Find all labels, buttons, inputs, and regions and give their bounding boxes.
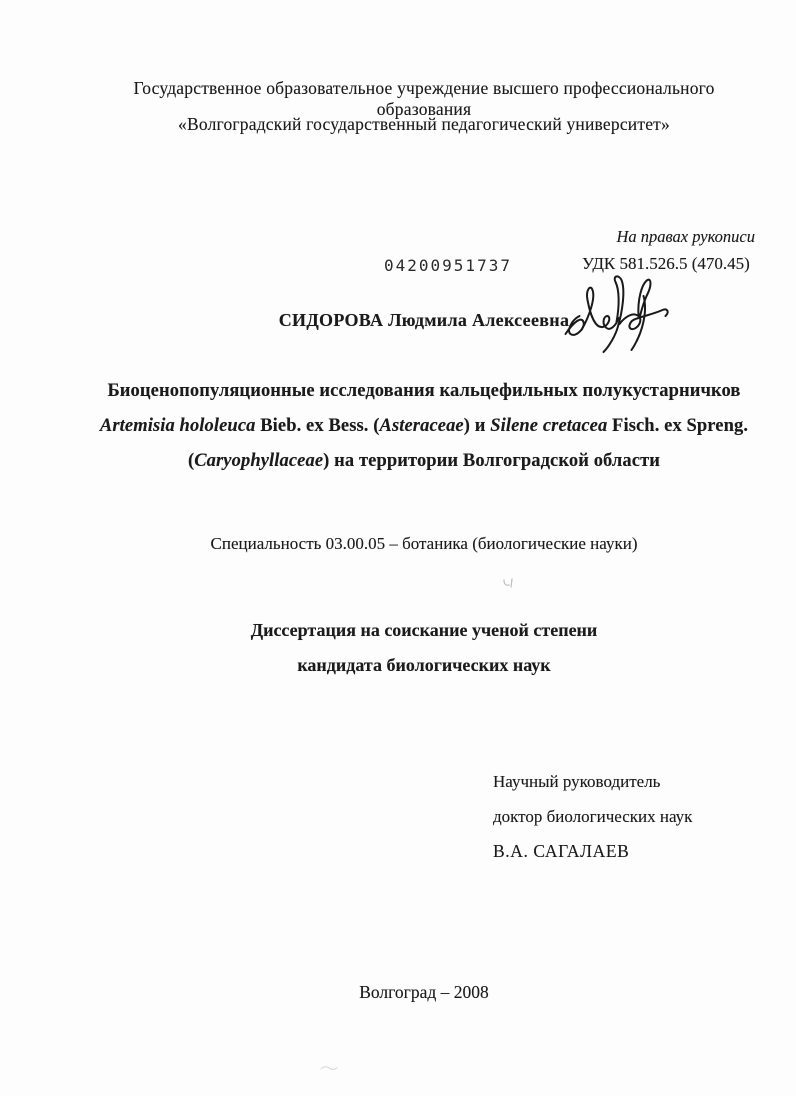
supervisor-degree: доктор биологических наук <box>493 807 693 826</box>
species1-latin-name: Artemisia hololeuca <box>99 416 256 436</box>
supervisor-block <box>493 772 692 862</box>
thesis-type-line2: кандидата биологических наук <box>297 655 551 675</box>
open-paren: ( <box>187 451 195 471</box>
specialty-line: Специальность 03.00.05 – ботаника (биологические науки) <box>210 534 638 553</box>
supervisor-name: В.А. САГАЛАЕВ <box>493 841 630 861</box>
family2-latin-name: Caryophyllaceae <box>194 451 324 471</box>
scan-artifact-bottom <box>320 1063 340 1073</box>
species2-latin-name: Silene cretacea <box>490 416 608 436</box>
thesis-type-line1: Диссертация на соискание ученой степени <box>250 620 598 640</box>
manuscript-rights-note: На правах рукописи <box>616 227 755 246</box>
dissertation-title-line2 <box>92 416 756 437</box>
city-year-line: Волгоград – 2008 <box>359 982 489 1002</box>
species1-authority: Bieb. ex Bess. ( <box>255 416 380 436</box>
udk-code: УДК 581.526.5 (470.45) <box>582 254 750 273</box>
dissertation-title-line3 <box>92 451 756 472</box>
institution-name-line1: Государственное образовательное учреждение высшего профессионального образования <box>133 78 715 119</box>
registration-number-stamp: 04200951737 <box>384 256 512 275</box>
species2-authority: Fisch. ex Spreng. <box>607 416 749 436</box>
institution-name-line2: «Волгоградский государственный педагогический университет» <box>178 114 670 134</box>
author-name: СИДОРОВА Людмила Алексеевна <box>278 310 570 330</box>
title-region-text: ) на территории Волгоградской области <box>323 451 661 471</box>
dissertation-title-line1: Биоценопопуляционные исследования кальцефильных полукустарничков <box>107 381 741 401</box>
family1-latin-name: Asteraceae <box>379 416 464 436</box>
supervisor-label: Научный руководитель <box>493 772 661 791</box>
title-conjunction: ) и <box>463 416 491 436</box>
scan-artifact-mark <box>502 578 518 590</box>
